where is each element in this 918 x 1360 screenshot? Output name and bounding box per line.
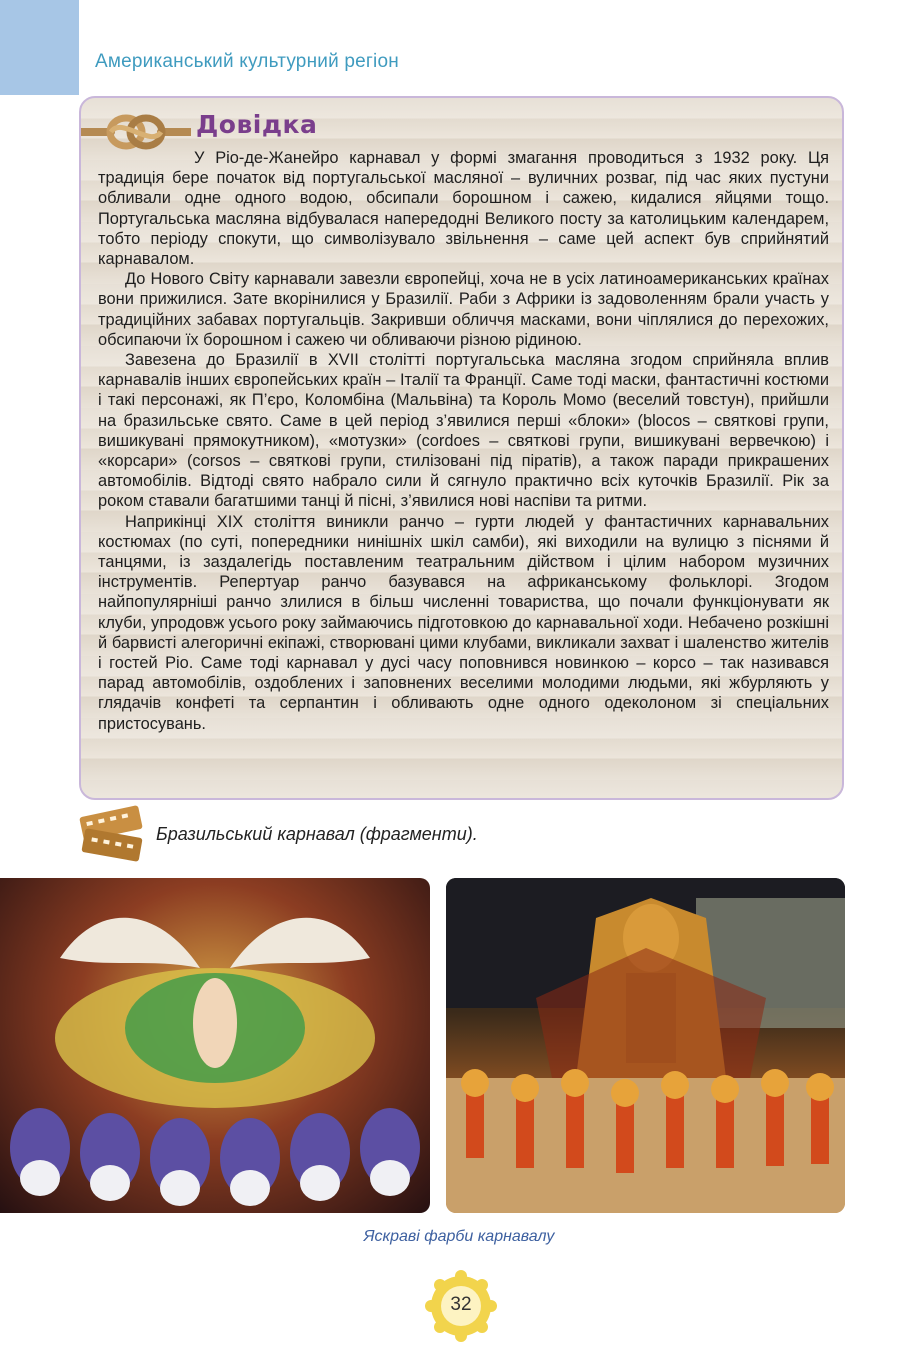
paragraph: Наприкінці XIX століття виникли ранчо – гурти людей у фантастичних карнавальних костюмах (по суті, попередники нинішніх шкіл самби), які виходили на вулицю з піснями й танцями, із заздалегідь поставленим театральним дійством і цілим набором музичних інструментів. Репертуар ранчо базувався на африканському фольклорі. Згодом найпопулярніші ранчо злилися в більш численні товариства, що почали функціонувати як клуби, упродовж усього року займаючись підготовкою до карнавальної ходи. Небачено розкішні й барвисті алегоричні екіпажі, створювані цими клубами, викликали захват і шаленство жителів і гостей Ріо. Саме тоді карнавал у дусі часу поповнився новинкою – корсо – так називався парад автомобілів, оздоблених і заповнених веселими молодими людьми, які жбурляють у глядачів конфеті та серпантин і обливають одне одного одеколоном зі спеціальних пристосувань. xyxy=(98,512,829,733)
paragraph: Завезена до Бразилії в XVII столітті португальська масляна згодом сприйняла вплив карнавалів інших європейських країн – Італії та Франції. Саме тоді маски, фантастичні костюми і такі персонажі, як П’єро, Коломбіна (Мальвіна) та Король Момо (веселий товстун), прийшли на бразильське свято. Саме в цей період з’явилися перші «блоки» (blocos – святкові групи, вишикувані прямокутником), «мотузки» (cordoes – святкові групи, вишикувані вервечкою) і «корсари» (corsos – святкові групи, стилізовані під піратів), а також паради прикрашених автомобілів. Відтоді свято набрало сили й сягнуло практично всіх куточків Бразилії. Рік за роком ставали багатшими танці й пісні, з’явилися нові наспіви та ритми. xyxy=(98,351,829,511)
carnival-photo-birds xyxy=(0,878,430,1213)
corner-color-block xyxy=(0,0,79,95)
info-box-text xyxy=(98,148,829,734)
film-caption: Бразильський карнавал (фрагменти). xyxy=(156,824,478,844)
info-box xyxy=(79,96,844,800)
section-title: Американський культурний регіон xyxy=(95,51,399,72)
page-number: 32 xyxy=(450,1294,472,1315)
carnival-photo-parade xyxy=(446,878,845,1213)
paragraph: У Ріо-де-Жанейро карнавал у формі змагання проводиться з 1932 року. Ця традиція бере початок від португальської масляної – вуличних розваг, під час яких пустуни обливали одне одного водою, обсипали борошном і сажею, кидалися яйцями тощо. Португальська масляна відбувалася напередодні Великого посту за католицьким календарем, тобто періоду спокути, що символізувало звільнення – саме цей аспект був сприйнятий карнавалом. xyxy=(98,149,829,269)
info-box-title: Довідка xyxy=(196,110,318,139)
paragraph: До Нового Світу карнавали завезли європейці, хоча не в усіх латиноамериканських країнах вони прижилися. Зате вкорінилися у Бразилії. Раби з Африки із задоволенням брали участь у традиційних забавах португальців. Закривши обличчя масками, вони чіплялися до перехожих, обсипаючи їх борошном і сажею чи обливаючи різною рідиною. xyxy=(98,270,829,349)
photo-caption: Яскраві фарби карнавалу xyxy=(363,1228,555,1245)
film-strip-icon xyxy=(77,805,147,863)
